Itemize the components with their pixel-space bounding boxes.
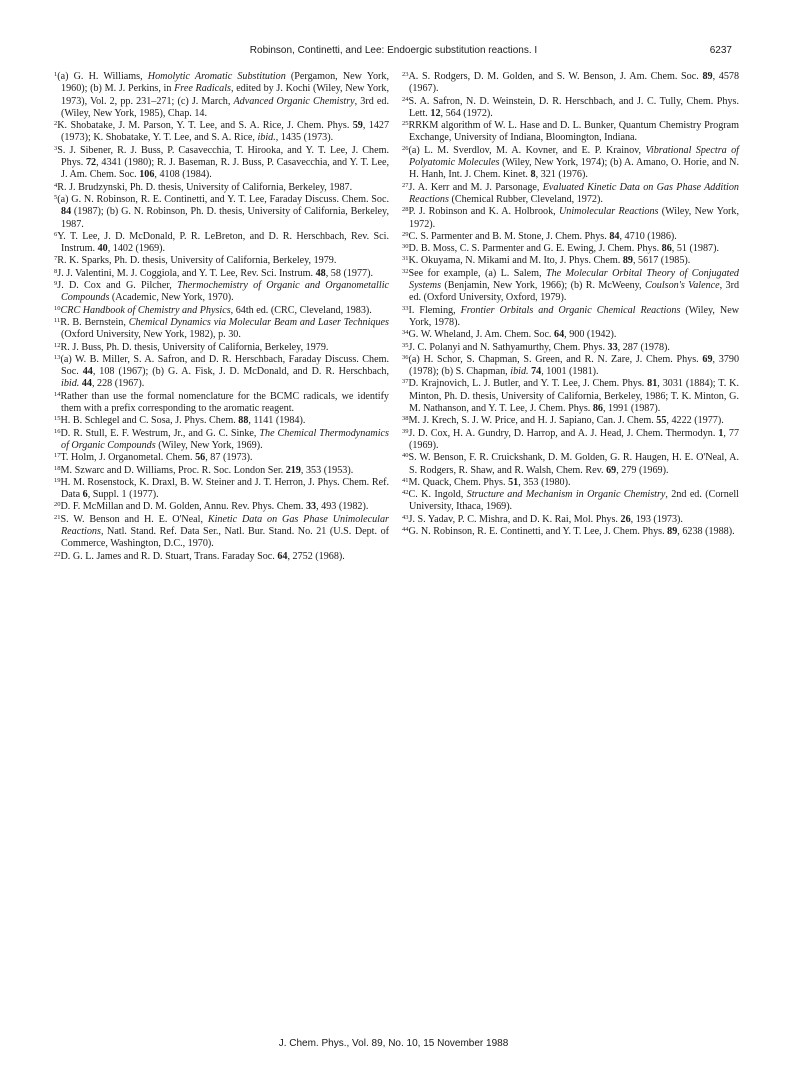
reference-text: See for example, (a) L. Salem, The Molecular Orbital Theory of Conjugated Systems (Benjamin, New York, 1966); (b) R. McWeeny, Coulson's Valence, 3rd ed. (Oxford University, Oxford, 1979).: [408, 267, 740, 304]
reference-text: (a) G. H. Williams, Homolytic Aromatic Substitution (Pergamon, New York, 1960); (b) M. J. Perkins, in Free Radicals, edited by J. Kochi (Wiley, New York, 1973), Vol. 2, pp. 231–271; (c) J. March, Advanced Organic Chemistry, 3rd ed. (Wiley, New York, 1985), Chap. 14.: [57, 71, 390, 119]
reference-text: A. S. Rodgers, D. M. Golden, and S. W. Benson, J. Am. Chem. Soc. 89, 4578 (1967).: [408, 71, 740, 95]
reference-text: J. D. Cox and G. Pilcher, Thermochemistry of Organic and Organometallic Compounds (Academic, New York, 1970).: [57, 280, 389, 304]
reference-number: 28: [402, 206, 409, 214]
reference-20: [54, 501, 389, 513]
reference-39: [402, 428, 739, 453]
reference-number: 8: [54, 267, 58, 275]
reference-44: [402, 526, 739, 538]
reference-number: 3: [54, 144, 58, 152]
reference-number: 10: [54, 304, 61, 312]
reference-text: P. J. Robinson and K. A. Holbrook, Unimolecular Reactions (Wiley, New York, 1972).: [408, 206, 739, 230]
references-left-column: [54, 71, 389, 563]
reference-text: R. J. Buss, Ph. D. thesis, University of California, Berkeley, 1979.: [60, 341, 329, 353]
reference-text: (a) W. B. Miller, S. A. Safron, and D. R. Herschbach, Faraday Discuss. Chem. Soc. 44, 108 (1967); (b) G. A. Fisk, J. D. McDonald, and D. R. Herschbach, ibid. 44, 228 (1967).: [60, 353, 389, 390]
reference-text: J. S. Yadav, P. C. Mishra, and D. K. Rai, Mol. Phys. 26, 193 (1973).: [408, 513, 683, 525]
reference-11: [54, 317, 389, 342]
reference-text: H. M. Rosenstock, K. Draxl, B. W. Steiner and J. T. Herron, J. Phys. Chem. Ref. Data 6, Suppl. 1 (1977).: [60, 476, 389, 501]
reference-number: 33: [402, 304, 409, 312]
reference-34: [402, 329, 739, 341]
reference-number: 24: [402, 95, 409, 103]
reference-number: 21: [54, 513, 61, 521]
reference-number: 22: [54, 550, 61, 558]
reference-text: D. G. L. James and R. D. Stuart, Trans. Faraday Soc. 64, 2752 (1968).: [60, 550, 345, 562]
reference-number: 16: [54, 427, 61, 435]
reference-25: [402, 120, 739, 145]
reference-8: [54, 268, 389, 280]
reference-2: [54, 120, 389, 145]
reference-27: [402, 182, 739, 207]
reference-40: [402, 452, 739, 477]
reference-number: 17: [54, 452, 61, 460]
reference-number: 44: [402, 525, 409, 533]
reference-43: [402, 514, 739, 526]
reference-number: 39: [402, 427, 409, 435]
reference-text: S. W. Benson and H. E. O'Neal, Kinetic Data on Gas Phase Unimolecular Reactions, Natl. Stand. Ref. Data Ser., Natl. Bur. Stand. No. 21 (U.S. Dept. of Commerce, Washington, D.C., 1970).: [60, 513, 389, 550]
reference-text: H. B. Schlegel and C. Sosa, J. Phys. Chem. 88, 1141 (1984).: [60, 415, 306, 427]
reference-text: D. R. Stull, E. F. Westrum, Jr., and G. C. Sinke, The Chemical Thermodynamics of Organic Compounds (Wiley, New York, 1969).: [60, 427, 389, 451]
reference-number: 37: [402, 378, 409, 386]
reference-36: [402, 354, 739, 379]
reference-text: J. A. Kerr and M. J. Parsonage, Evaluated Kinetic Data on Gas Phase Addition Reactions (Chemical Rubber, Cleveland, 1972).: [408, 181, 739, 205]
reference-number: 31: [402, 255, 409, 263]
reference-6: [54, 231, 389, 256]
reference-number: 26: [402, 144, 409, 152]
reference-41: [402, 477, 739, 489]
reference-text: I. Fleming, Frontier Orbitals and Organic Chemical Reactions (Wiley, New York, 1978).: [408, 304, 740, 328]
reference-text: S. W. Benson, F. R. Cruickshank, D. M. Golden, G. R. Haugen, H. E. O'Neal, A. S. Rodgers, R. Shaw, and R. Walsh, Chem. Rev. 69, 279 (1969).: [408, 452, 739, 476]
reference-22: [54, 551, 389, 563]
reference-number: 38: [402, 415, 409, 423]
reference-text: RRKM algorithm of W. L. Hase and D. L. Bunker, Quantum Chemistry Program Exchange, University of Indiana, Bloomington, Indiana.: [408, 120, 739, 144]
reference-9: [54, 280, 389, 305]
reference-number: 15: [54, 415, 61, 423]
reference-number: 20: [54, 501, 61, 509]
reference-text: D. F. McMillan and D. M. Golden, Annu. Rev. Phys. Chem. 33, 493 (1982).: [60, 501, 369, 513]
reference-number: 25: [402, 120, 409, 128]
reference-text: R. B. Bernstein, Chemical Dynamics via Molecular Beam and Laser Techniques (Oxford University, New York, 1982), p. 30.: [60, 316, 389, 341]
reference-text: S. A. Safron, N. D. Weinstein, D. R. Herschbach, and J. C. Tully, Chem. Phys. Lett. 12, 564 (1972).: [408, 95, 739, 119]
reference-37: [402, 378, 739, 415]
reference-text: K. Shobatake, J. M. Parson, Y. T. Lee, and S. A. Rice, J. Chem. Phys. 59, 1427 (1973); K. Shobatake, Y. T. Lee, and S. A. Rice, ibid., 1435 (1973).: [57, 120, 390, 144]
reference-1: [54, 71, 389, 120]
reference-number: 32: [402, 267, 409, 275]
reference-number: 19: [54, 476, 61, 484]
reference-38: [402, 415, 739, 427]
reference-31: [402, 255, 739, 267]
reference-number: 30: [402, 243, 409, 251]
reference-32: [402, 268, 739, 305]
reference-number: 14: [54, 390, 61, 398]
reference-number: 34: [402, 329, 409, 337]
reference-10: [54, 305, 389, 317]
reference-35: [402, 342, 739, 354]
reference-text: S. J. Sibener, R. J. Buss, P. Casavecchia, T. Hirooka, and Y. T. Lee, J. Chem. Phys. 72, 4341 (1980); R. J. Baseman, R. J. Buss, P. Casavecchia, and Y. T. Lee, J. Am. Chem. Soc. 106, 4108 (1984).: [57, 144, 389, 181]
reference-number: 23: [402, 71, 409, 78]
reference-18: [54, 465, 389, 477]
reference-42: [402, 489, 739, 514]
reference-19: [54, 477, 389, 502]
reference-text: T. Holm, J. Organometal. Chem. 56, 87 (1973).: [60, 452, 253, 464]
reference-text: Y. T. Lee, J. D. McDonald, P. R. LeBreton, and D. R. Herschbach, Rev. Sci. Instrum. 40, 1402 (1969).: [57, 230, 389, 255]
reference-text: Rather than use the formal nomenclature for the BCMC radicals, we identify them with a prefix corresponding to the aromatic reagent.: [60, 390, 389, 415]
reference-5: [54, 194, 389, 231]
reference-number: 13: [54, 353, 61, 361]
reference-number: 36: [402, 353, 409, 361]
reference-7: [54, 255, 389, 267]
reference-number: 35: [402, 341, 409, 349]
reference-number: 12: [54, 341, 61, 349]
reference-17: [54, 452, 389, 464]
reference-number: 6: [54, 230, 58, 238]
reference-text: K. Okuyama, N. Mikami and M. Ito, J. Phys. Chem. 89, 5617 (1985).: [408, 255, 691, 267]
reference-text: R. K. Sparks, Ph. D. thesis, University of California, Berkeley, 1979.: [57, 255, 337, 267]
reference-number: 1: [54, 71, 58, 78]
reference-text: R. J. Brudzynski, Ph. D. thesis, University of California, Berkeley, 1987.: [57, 181, 353, 193]
reference-26: [402, 145, 739, 182]
reference-number: 27: [402, 181, 409, 189]
reference-13: [54, 354, 389, 391]
reference-number: 40: [402, 452, 409, 460]
reference-number: 29: [402, 230, 409, 238]
page-number: 6237: [709, 45, 732, 56]
reference-text: (a) H. Schor, S. Chapman, S. Green, and R. N. Zare, J. Chem. Phys. 69, 3790 (1978); (b) S. Chapman, ibid. 74, 1001 (1981).: [408, 353, 740, 378]
reference-16: [54, 428, 389, 453]
reference-text: J. D. Cox, H. A. Gundry, D. Harrop, and A. J. Head, J. Chem. Thermodyn. 1, 77 (1969).: [408, 427, 740, 451]
reference-12: [54, 342, 389, 354]
reference-text: M. J. Krech, S. J. W. Price, and H. J. Sapiano, Can. J. Chem. 55, 4222 (1977).: [408, 415, 724, 427]
reference-number: 11: [54, 316, 61, 324]
reference-text: C. K. Ingold, Structure and Mechanism in Organic Chemistry, 2nd ed. (Cornell University, Ithaca, 1969).: [408, 489, 739, 513]
reference-text: D. B. Moss, C. S. Parmenter and G. E. Ewing, J. Chem. Phys. 86, 51 (1987).: [408, 243, 719, 255]
reference-text: M. Quack, Chem. Phys. 51, 353 (1980).: [408, 476, 571, 488]
reference-text: M. Szwarc and D. Williams, Proc. R. Soc. London Ser. 219, 353 (1953).: [60, 464, 354, 476]
reference-text: CRC Handbook of Chemistry and Physics, 64th ed. (CRC, Cleveland, 1983).: [60, 304, 372, 316]
journal-footer: J. Chem. Phys., Vol. 89, No. 10, 15 November 1988: [278, 1038, 509, 1049]
reference-text: J. C. Polanyi and N. Sathyamurthy, Chem. Phys. 33, 287 (1978).: [408, 341, 670, 353]
reference-number: 18: [54, 464, 61, 472]
reference-number: 41: [402, 476, 409, 484]
reference-28: [402, 206, 739, 231]
reference-14: [54, 391, 389, 416]
references-right-column: [402, 71, 739, 538]
reference-30: [402, 243, 739, 255]
reference-21: [54, 514, 389, 551]
reference-3: [54, 145, 389, 182]
reference-text: D. Krajnovich, L. J. Butler, and Y. T. Lee, J. Chem. Phys. 81, 3031 (1884); T. K. Minton, Ph. D. thesis, University of California, Berkeley, 1986; T. K. Minton, G. M. Nathanson, and Y. T. Lee, J. Chem. Phys. 86, 1991 (1987).: [408, 378, 739, 415]
reference-text: (a) L. M. Sverdlov, M. A. Kovner, and E. P. Krainov, Vibrational Spectra of Polyatomic Molecules (Wiley, New York, 1974); (b) A. Amano, O. Horie, and N. H. Hanh, Int. J. Chem. Kinet. 8, 321 (1976).: [408, 144, 739, 181]
reference-29: [402, 231, 739, 243]
reference-text: C. S. Parmenter and B. M. Stone, J. Chem. Phys. 84, 4710 (1986).: [408, 230, 677, 242]
reference-24: [402, 96, 739, 121]
reference-number: 43: [402, 513, 409, 521]
reference-text: (a) G. N. Robinson, R. E. Continetti, and Y. T. Lee, Faraday Discuss. Chem. Soc. 84 (1987); (b) G. N. Robinson, Ph. D. thesis, University of California, Berkeley, 1987.: [57, 193, 389, 230]
reference-text: G. N. Robinson, R. E. Continetti, and Y. T. Lee, J. Chem. Phys. 89, 6238 (1988).: [408, 525, 735, 537]
reference-number: 9: [54, 280, 58, 288]
reference-text: G. W. Wheland, J. Am. Chem. Soc. 64, 900 (1942).: [408, 329, 617, 341]
reference-text: J. J. Valentini, M. J. Coggiola, and Y. T. Lee, Rev. Sci. Instrum. 48, 58 (1977).: [57, 267, 373, 279]
running-title: Robinson, Continetti, and Lee: Endoergic substitution reactions. I: [249, 45, 538, 56]
reference-23: [402, 71, 739, 96]
reference-4: [54, 182, 389, 194]
reference-15: [54, 415, 389, 427]
reference-number: 2: [54, 120, 58, 128]
running-header: [55, 45, 732, 59]
reference-number: 5: [54, 193, 58, 201]
reference-number: 4: [54, 181, 58, 189]
reference-number: 42: [402, 489, 409, 497]
reference-number: 7: [54, 255, 58, 263]
reference-33: [402, 305, 739, 330]
